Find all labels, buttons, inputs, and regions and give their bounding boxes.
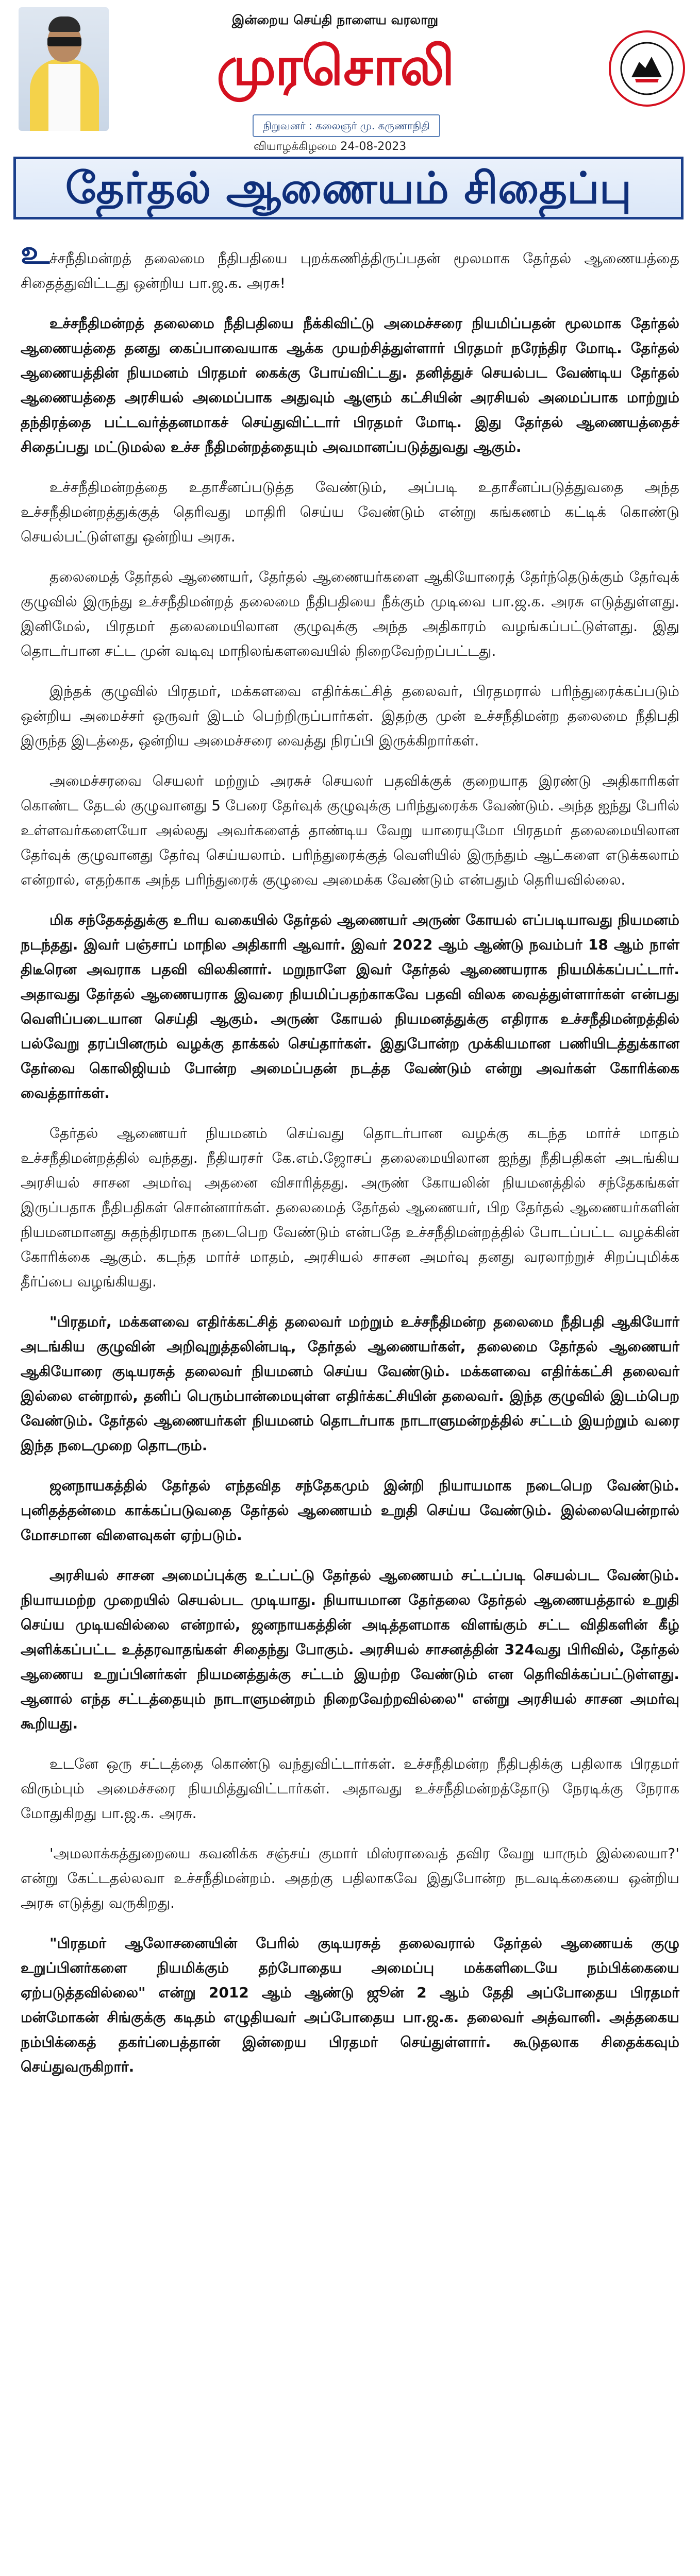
- article-paragraph: [21, 311, 679, 460]
- paragraph-text: "பிரதமர் ஆலோசனையின் பேரில் குடியரசுத் தலைவரால் தேர்தல் ஆணையக் குழு உறுப்பினர்களை நியமிக்கும் தற்போதைய அமைப்பு மக்களிடையே நம்பிக்கையை ஏற்படுத்தவில்லை" என்று 2012 ஆம் ஆண்டு ஜூன் 2 ஆம் தேதி அப்போதைய பிரதமர் மன்மோகன் சிங்குக்கு கடிதம் எழுதியவர் அப்போதைய பா.ஜ.க. தலைவர் அத்வானி. அத்தகைய நம்பிக்கைத் தகர்ப்பைத்தான் இன்றைய பிரதமர் செய்துள்ளார். கூடுதலாக சிதைக்கவும் செய்துவருகிறார்.: [21, 1935, 679, 2075]
- paragraph-text: உச்சநீதிமன்றத் தலைமை நீதிபதியை நீக்கிவிட்டு அமைச்சரை நியமிப்பதன் மூலமாக தேர்தல் ஆணையத்தை தனது கைப்பாவையாக ஆக்க முயற்சித்துள்ளார் பிரதமர் நரேந்திர மோடி. தேர்தல் ஆணையத்தின் நியமனம் பிரதமர் கைக்கு போய்விட்டது. தனித்துச் செயல்பட வேண்டிய தேர்தல் ஆணையத்தை அரசியல் அமைப்பாக அதுவும் ஆளும் கட்சியின் அரசியல் அமைப்பாக மாற்றும் தந்திரத்தை பட்டவர்த்தனமாகச் செய்துவிட்டார் பிரதமர் மோடி. இது தேர்தல் ஆணையத்தைச் சிதைப்பது மட்டுமல்ல உச்ச நீதிமன்றத்தையும் அவமானப்படுத்துவது ஆகும்.: [21, 315, 679, 455]
- article-paragraph: [21, 233, 679, 296]
- paragraph-text: ஜனநாயகத்தில் தேர்தல் எந்தவித சந்தேகமும் இன்றி நியாயமாக நடைபெற வேண்டும். புனிதத்தன்மை காக்கப்படுவதை தேர்தல் ஆணையம் உறுதி செய்ய வேண்டும். இல்லையென்றால் மோசமான விளைவுகள் ஏற்படும்.: [21, 1477, 679, 1544]
- article-paragraph: [21, 1121, 679, 1294]
- article-paragraph: [21, 1752, 679, 1826]
- paragraph-text: உச்சநீதிமன்றத்தை உதாசீனப்படுத்த வேண்டும், அப்படி உதாசீனப்படுத்துவதை அந்த உச்சநீதிமன்றத்துக்குத் தெரிவது மாதிரி செய்ய வேண்டும் என்று கங்கணம் கட்டிக் கொண்டு செயல்பட்டுள்ளது ஒன்றிய அரசு.: [21, 479, 679, 545]
- drop-cap: உ: [21, 233, 50, 271]
- article-paragraph: [21, 1310, 679, 1458]
- article-paragraph: [21, 908, 679, 1106]
- party-seal-icon: [608, 30, 686, 107]
- article-paragraph: [21, 1841, 679, 1916]
- paragraph-text: இந்தக் குழுவில் பிரதமர், மக்களவை எதிர்க்கட்சித் தலைவர், பிரதமரால் பரிந்துரைக்கப்படும் ஒன்றிய அமைச்சர் ஒருவர் இடம் பெற்றிருப்பார்கள். இதற்கு முன் உச்சநீதிமன்ற தலைமை நீதிபதி இருந்த இடத்தை, ஒன்றிய அமைச்சரை வைத்து நிரப்பி இருக்கிறார்கள்.: [21, 683, 679, 749]
- paragraph-text: உடனே ஒரு சட்டத்தை கொண்டு வந்துவிட்டார்கள். உச்சநீதிமன்ற நீதிபதிக்கு பதிலாக பிரதமர் விரும்பும் அமைச்சரை நியமித்துவிட்டார்கள். அதாவது உச்சநீதிமன்றத்தோடு நேரடிக்கு நேராக மோதுகிறது பா.ஜ.க. அரசு.: [21, 1755, 679, 1822]
- article-paragraph: [21, 769, 679, 892]
- founder-line: நிறுவனர் : கலைஞர் மு. கருணாநிதி: [253, 114, 440, 137]
- paragraph-text: அரசியல் சாசன அமைப்புக்கு உட்பட்டு தேர்தல் ஆணையம் சட்டப்படி செயல்பட வேண்டும். நியாயமற்ற முறையில் செயல்பட முடியாது. நியாயமான தேர்தலை தேர்தல் ஆணையத்தால் உறுதி செய்ய முடியவில்லை என்றால், ஜனநாயகத்தின் அடித்தளமாக விளங்கும் சட்ட விதிகளின் கீழ் அளிக்கப்பட்ட உத்தரவாதங்கள் சிதைந்து போகும். அரசியல் சாசனத்தின் 324வது பிரிவில், தேர்தல் ஆணைய உறுப்பினர்கள் நியமனத்துக்கு சட்டம் இயற்ற வேண்டும் என தெரிவிக்கப்பட்டுள்ளது. ஆனால் எந்த சட்டத்தையும் நாடாளுமன்றம் நிறைவேற்றவில்லை" என்று அரசியல் சாசன அமர்வு கூறியது.: [21, 1567, 679, 1732]
- masthead-tagline: இன்றைய செய்தி நாளைய வரலாறு: [231, 12, 439, 27]
- article-paragraph: [21, 1473, 679, 1548]
- paragraph-text: ச்சநீதிமன்றத் தலைமை நீதிபதியை புறக்கணித்திருப்பதன் மூலமாக தேர்தல் ஆணையத்தை சிதைத்துவிட்டது ஒன்றிய பா.ஜ.க. அரசு!: [21, 250, 679, 292]
- article-body: [21, 233, 679, 2095]
- newspaper-logo: முரசொலி: [216, 34, 454, 97]
- headline: தேர்தல் ஆணையம் சிதைப்பு: [65, 162, 632, 213]
- founder-portrait: [19, 7, 109, 131]
- issue-date: வியாழக்கிழமை 24-08-2023: [254, 140, 407, 153]
- paragraph-text: மிக சந்தேகத்துக்கு உரிய வகையில் தேர்தல் ஆணையர் அருண் கோயல் எப்படியாவது நியமனம் நடந்தது. இவர் பஞ்சாப் மாநில அதிகாரி ஆவார். இவர் 2022 ஆம் ஆண்டு நவம்பர் 18 ஆம் நாள் திடீரென அவராக பதவி விலகினார். மறுநாளே இவர் தேர்தல் ஆணையராக நியமிக்கப்பட்டார். அதாவது தேர்தல் ஆணையராக இவரை நியமிப்பதற்காகவே பதவி விலக வைத்துள்ளார்கள் என்பது வெளிப்படையான செய்தி ஆகும். அருண் கோயல் நியமனத்துக்கு எதிராக உச்சநீதிமன்றத்தில் பல்வேறு தரப்பினரும் வழக்கு தாக்கல் செய்தார்கள். இதுபோன்ற முக்கியமான பணியிடத்துக்கான தேர்வை கொலிஜியம் போன்ற அமைப்பதன் நடத்த வேண்டும் என்று அவர்கள் கோரிக்கை வைத்தார்கள்.: [21, 911, 679, 1101]
- masthead: [0, 0, 700, 155]
- article-paragraph: [21, 1931, 679, 2079]
- paragraph-text: 'அமலாக்கத்துறையை கவனிக்க சஞ்சய் குமார் மிஸ்ராவைத் தவிர வேறு யாரும் இல்லையா?' என்று கேட்டதல்லவா உச்சநீதிமன்றம். அதற்கு பதிலாகவே இதுபோன்ற நடவடிக்கையை ஒன்றிய அரசு எடுத்து வருகிறது.: [21, 1845, 679, 1911]
- article-paragraph: [21, 679, 679, 753]
- paragraph-text: தேர்தல் ஆணையர் நியமனம் செய்வது தொடர்பான வழக்கு கடந்த மார்ச் மாதம் உச்சநீதிமன்றத்தில் வந்தது. நீதியரசர் கே.எம்.ஜோசப் தலைமையிலான ஐந்து நீதிபதிகள் அடங்கிய அரசியல் சாசன அமர்வு அதனை விசாரித்தது. அருண் கோயலின் நியமனத்தில் சந்தேகங்கள் இருப்பதாக நீதிபதிகள் சொன்னார்கள். தலைமைத் தேர்தல் ஆணையர், பிற தேர்தல் ஆணையர்களின் நியமனமானது சுதந்திரமாக நடைபெற வேண்டும் என்பதே உச்சநீதிமன்றத்தில் போடப்பட்ட வழக்கின் கோரிக்கை ஆகும். கடந்த மார்ச் மாதம், அரசியல் சாசன அமர்வு தனது வரலாற்றுச் சிறப்புமிக்க தீர்ப்பை வழங்கியது.: [21, 1125, 679, 1290]
- article-paragraph: [21, 1563, 679, 1736]
- paragraph-text: அமைச்சரவை செயலர் மற்றும் அரசுச் செயலர் பதவிக்குக் குறையாத இரண்டு அதிகாரிகள் கொண்ட தேடல் குழுவானது 5 பேரை தேர்வுக் குழுவுக்கு பரிந்துரைக்க வேண்டும். அந்த ஐந்து பேரில் உள்ளவர்களையோ அல்லது அவர்களைத் தாண்டிய வேறு யாரையுமோ பிரதமர் தலைமையிலான தேர்வுக் குழுவானது தேர்வு செய்யலாம். பரிந்துரைக்குத் வெளியில் இருந்தும் ஆட்களை எடுக்கலாம் என்றால், எதற்காக அந்த பரிந்துரைக் குழுவை அமைக்க வேண்டும் என்பதும் தெரியவில்லை.: [21, 772, 679, 888]
- article-paragraph: [21, 475, 679, 549]
- paragraph-text: தலைமைத் தேர்தல் ஆணையர், தேர்தல் ஆணையர்களை ஆகியோரைத் தேர்ந்தெடுக்கும் தேர்வுக் குழுவில் இருந்து உச்சநீதிமன்றத் தலைமை நீதிபதியை நீக்கும் முடிவை பா.ஜ.க. அரசு எடுத்துள்ளது. இனிமேல், பிரதமர் தலைமையிலான குழுவுக்கு அந்த அதிகாரம் வழங்கப்பட்டுள்ளது. இது தொடர்பான சட்ட முன் வடிவு மாநிலங்களவையில் நிறைவேற்றப்பட்டது.: [21, 568, 679, 659]
- article-paragraph: [21, 565, 679, 664]
- paragraph-text: "பிரதமர், மக்களவை எதிர்க்கட்சித் தலைவர் மற்றும் உச்சநீதிமன்ற தலைமை நீதிபதி ஆகியோர் அடங்கிய குழுவின் அறிவுறுத்தலின்படி, தேர்தல் ஆணையர்கள், தலைமை தேர்தல் ஆணையர் ஆகியோரை குடியரசுத் தலைவர் நியமனம் செய்ய வேண்டும். மக்களவை எதிர்க்கட்சி தலைவர் இல்லை என்றால், தனிப் பெரும்பான்மையுள்ள எதிர்க்கட்சியின் தலைவர். இந்த குழுவில் இடம்பெற வேண்டும். தேர்தல் ஆணையர்கள் நியமனம் தொடர்பாக நாடாளுமன்றத்தில் சட்டம் இயற்றும் வரை இந்த நடைமுறை தொடரும்.: [21, 1313, 679, 1454]
- headline-box: [13, 157, 684, 219]
